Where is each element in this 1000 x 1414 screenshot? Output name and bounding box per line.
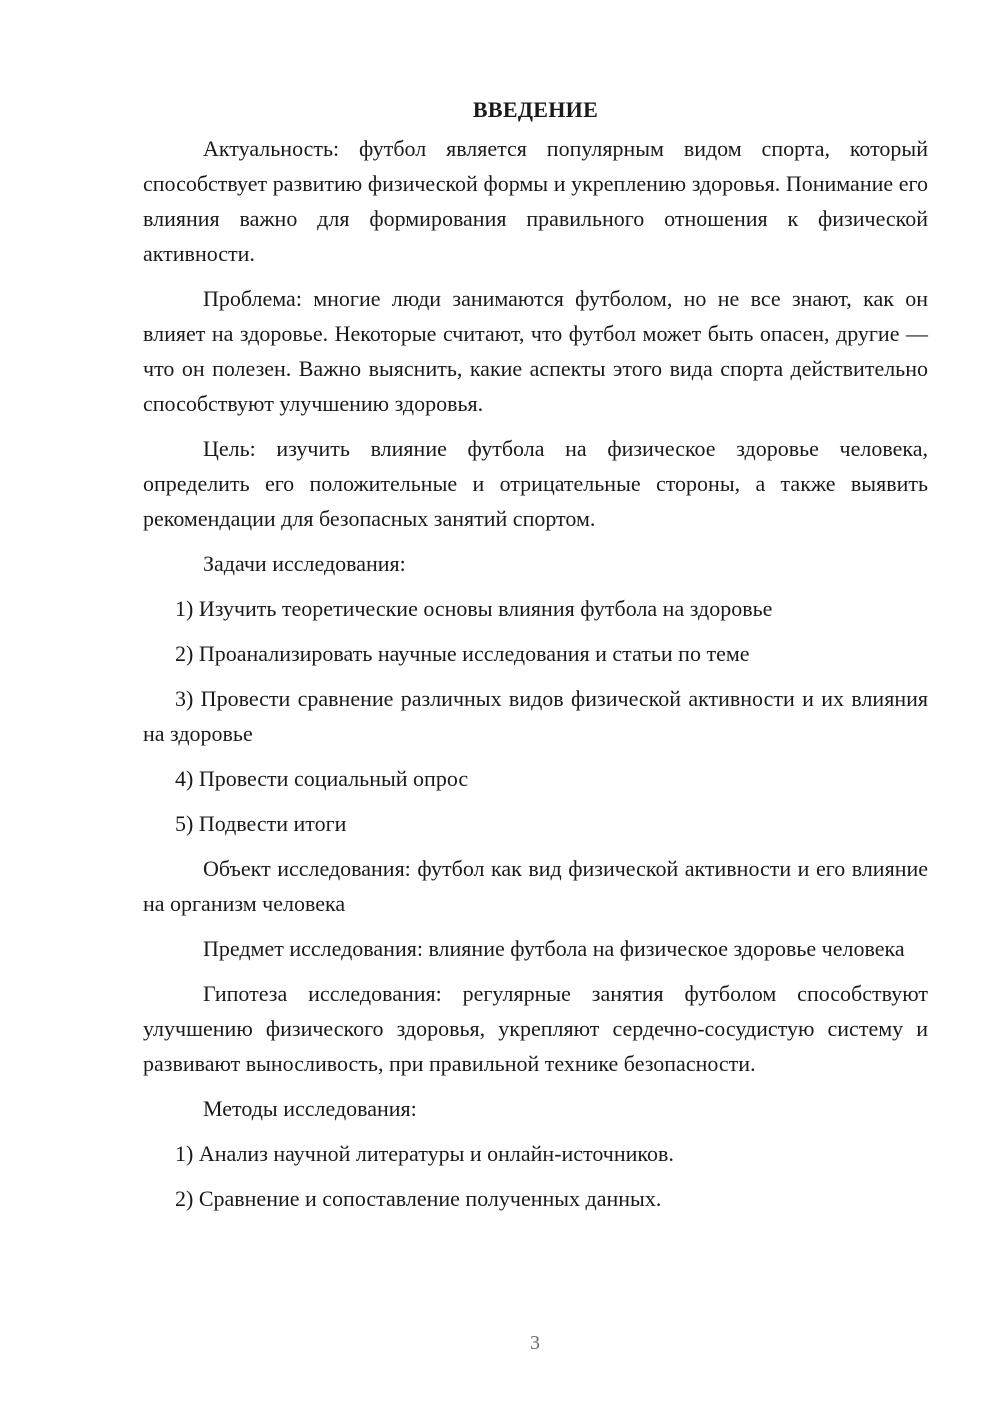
task-item-3: 3) Провести сравнение различных видов физической активности и их влияния на здоровье (143, 686, 928, 746)
object-paragraph: Объект исследования: футбол как вид физической активности и его влияние на организм человека (143, 856, 928, 916)
methods-heading: Методы исследования: (203, 1096, 417, 1121)
task-item-2: 2) Проанализировать научные исследования и статьи по теме (175, 641, 750, 666)
problem-paragraph: Проблема: многие люди занимаются футболом, но не все знают, как он влияет на здоровье. Некоторые считают, что футбол может быть опасен, другие — что он полезен. Важно выяснить, какие аспекты этого вида спорта действительно способствуют улучшению здоровья. (143, 286, 928, 416)
task-item-4: 4) Провести социальный опрос (175, 766, 469, 791)
subject-paragraph: Предмет исследования: влияние футбола на физическое здоровье человека (203, 936, 905, 961)
document-page (143, 92, 928, 1226)
goal-paragraph: Цель: изучить влияние футбола на физическое здоровье человека, определить его положительные и отрицательные стороны, а также выявить рекомендации для безопасных занятий спортом. (143, 436, 928, 531)
method-item-2: 2) Сравнение и сопоставление полученных данных. (175, 1186, 662, 1211)
task-item-5: 5) Подвести итоги (175, 811, 347, 836)
page-title: ВВЕДЕНИЕ (472, 97, 599, 122)
relevance-paragraph: Актуальность: футбол является популярным видом спорта, который способствует развитию физической формы и укреплению здоровья. Понимание его влияния важно для формирования правильного отношения к физической активности. (143, 136, 928, 266)
task-item-1: 1) Изучить теоретические основы влияния футбола на здоровье (175, 596, 773, 621)
method-item-1: 1) Анализ научной литературы и онлайн-источников. (175, 1141, 674, 1166)
page-number: 3 (530, 1332, 540, 1354)
hypothesis-paragraph: Гипотеза исследования: регулярные занятия футболом способствуют улучшению физического здоровья, укрепляют сердечно-сосудистую систему и развивают выносливость, при правильной технике безопасности. (143, 981, 928, 1076)
tasks-heading: Задачи исследования: (203, 551, 406, 576)
